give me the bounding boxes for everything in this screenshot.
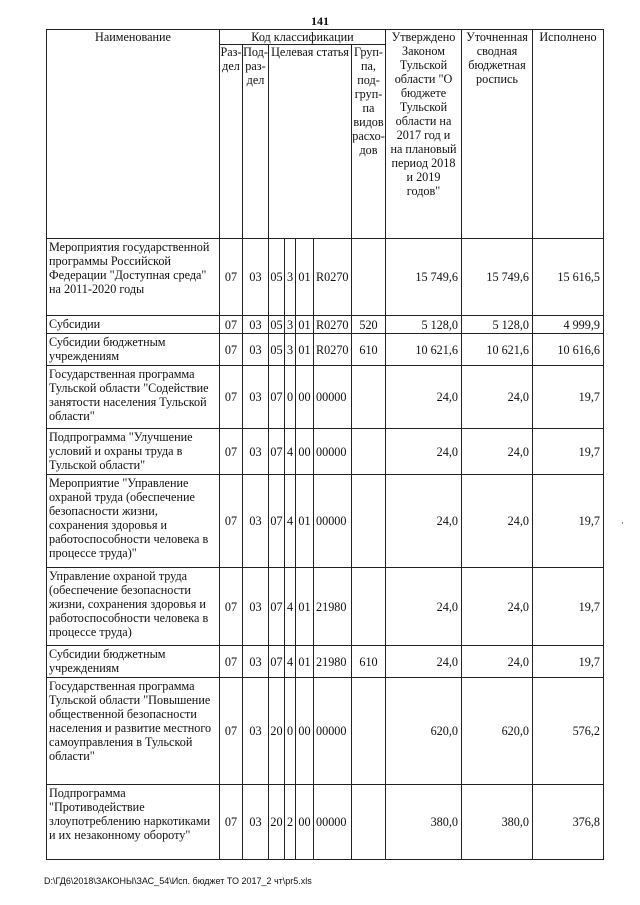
cell-executed: 19,7: [533, 475, 604, 568]
cell-vr: [352, 429, 386, 475]
cell-cs1: 07: [269, 646, 285, 678]
cell-cs3: 01: [296, 316, 314, 334]
cell-prz: 03: [243, 475, 269, 568]
cell-executed: 19,7: [533, 366, 604, 429]
cell-prz: 03: [243, 316, 269, 334]
cell-approved: 5 128,0: [386, 316, 462, 334]
cell-name: Субсидии бюджетным учреждениям: [47, 646, 220, 678]
cell-prz: 03: [243, 239, 269, 316]
cell-cs1: 07: [269, 429, 285, 475]
cell-vr: [352, 239, 386, 316]
table-row: [47, 366, 604, 429]
cell-executed: 10 616,6: [533, 334, 604, 366]
cell-refined: 24,0: [462, 568, 533, 646]
cell-prz: 03: [243, 366, 269, 429]
header-target-article: Целевая статья: [269, 45, 352, 239]
cell-cs3: 01: [296, 334, 314, 366]
table-row: [47, 316, 604, 334]
header-approved: Утверждено Законом Тульской области "О бюджете Тульской области на 2017 год и на плановый период 2018 и 2019 годов": [386, 30, 462, 239]
cell-name: Государственная программа Тульской области "Содействие занятости населения Тульской области": [47, 366, 220, 429]
cell-cs4: 21980: [314, 646, 352, 678]
table-row: [47, 429, 604, 475]
cell-cs1: 07: [269, 475, 285, 568]
cell-vr: [352, 568, 386, 646]
cell-cs3: 01: [296, 568, 314, 646]
budget-table: [46, 29, 604, 860]
table-row: [47, 334, 604, 366]
header-executed: Исполнено: [533, 30, 604, 239]
header-subsection: Под- раз- дел: [243, 45, 269, 239]
cell-approved: 620,0: [386, 678, 462, 785]
cell-rz: 07: [220, 316, 243, 334]
cell-rz: 07: [220, 568, 243, 646]
cell-cs2: 3: [285, 239, 296, 316]
cell-cs3: 01: [296, 475, 314, 568]
cell-approved: 24,0: [386, 366, 462, 429]
cell-refined: 24,0: [462, 646, 533, 678]
cell-rz: 07: [220, 678, 243, 785]
cell-cs2: 0: [285, 366, 296, 429]
cell-rz: 07: [220, 239, 243, 316]
cell-refined: 5 128,0: [462, 316, 533, 334]
cell-prz: 03: [243, 568, 269, 646]
cell-executed: 19,7: [533, 429, 604, 475]
cell-vr: [352, 785, 386, 860]
cell-refined: 24,0: [462, 475, 533, 568]
cell-refined: 24,0: [462, 366, 533, 429]
cell-refined: 620,0: [462, 678, 533, 785]
cell-prz: 03: [243, 785, 269, 860]
cell-rz: 07: [220, 366, 243, 429]
table-row: [47, 646, 604, 678]
cell-cs4: R0270: [314, 239, 352, 316]
cell-cs4: R0270: [314, 334, 352, 366]
cell-name: Субсидии бюджетным учреждениям: [47, 334, 220, 366]
cell-name: Субсидии: [47, 316, 220, 334]
cell-executed: 19,7: [533, 646, 604, 678]
cell-cs1: 07: [269, 568, 285, 646]
cell-refined: 380,0: [462, 785, 533, 860]
table-row: [47, 475, 604, 568]
file-path-footer: D:\ГД6\2018\ЗАКОНЫ\ЗАС_54\Исп. бюджет ТО 2017_2 чт\pr5.xls: [44, 876, 312, 886]
cell-approved: 24,0: [386, 429, 462, 475]
cell-cs4: 00000: [314, 785, 352, 860]
cell-rz: 07: [220, 334, 243, 366]
cell-approved: 24,0: [386, 646, 462, 678]
cell-cs4: R0270: [314, 316, 352, 334]
cell-rz: 07: [220, 475, 243, 568]
cell-vr: [352, 678, 386, 785]
cell-name: Мероприятие "Управление охраной труда (обеспечение безопасности жизни, сохранения здоровья и работоспособности человека в процессе труда)": [47, 475, 220, 568]
cell-cs4: 21980: [314, 568, 352, 646]
margin-mark: ·: [621, 518, 624, 528]
cell-executed: 4 999,9: [533, 316, 604, 334]
cell-cs1: 05: [269, 334, 285, 366]
page-number: 141: [311, 14, 329, 28]
cell-cs3: 00: [296, 429, 314, 475]
cell-cs2: 4: [285, 429, 296, 475]
cell-cs3: 00: [296, 366, 314, 429]
table-row: [47, 678, 604, 785]
cell-name: Государственная программа Тульской области "Повышение общественной безопасности населения и развитие местного самоуправления в Тульской области": [47, 678, 220, 785]
cell-prz: 03: [243, 678, 269, 785]
cell-name: Мероприятия государственной программы Российской Федерации "Доступная среда" на 2011-2020 годы: [47, 239, 220, 316]
cell-executed: 576,2: [533, 678, 604, 785]
cell-prz: 03: [243, 334, 269, 366]
cell-approved: 10 621,6: [386, 334, 462, 366]
cell-cs2: 4: [285, 475, 296, 568]
cell-executed: 15 616,5: [533, 239, 604, 316]
cell-vr: 610: [352, 646, 386, 678]
cell-cs2: 3: [285, 316, 296, 334]
cell-cs1: 20: [269, 678, 285, 785]
table-row: [47, 568, 604, 646]
cell-name: Подпрограмма "Противодействие злоупотреблению наркотиками и их незаконному обороту": [47, 785, 220, 860]
cell-cs1: 20: [269, 785, 285, 860]
header-refined: Уточненная сводная бюджетная роспись: [462, 30, 533, 239]
cell-cs2: 2: [285, 785, 296, 860]
cell-cs1: 05: [269, 239, 285, 316]
header-code-group: Код классификации: [220, 30, 386, 45]
table-row: [47, 239, 604, 316]
cell-vr: [352, 475, 386, 568]
cell-name: Подпрограмма "Улучшение условий и охраны труда в Тульской области": [47, 429, 220, 475]
cell-rz: 07: [220, 785, 243, 860]
header-expense-group: Груп- па, под- груп- па видов расхо- дов: [352, 45, 386, 239]
cell-refined: 24,0: [462, 429, 533, 475]
cell-cs4: 00000: [314, 678, 352, 785]
cell-rz: 07: [220, 646, 243, 678]
cell-executed: 376,8: [533, 785, 604, 860]
table-row: [47, 785, 604, 860]
cell-cs1: 07: [269, 366, 285, 429]
header-name: Наименование: [47, 30, 220, 239]
cell-cs2: 0: [285, 678, 296, 785]
cell-approved: 15 749,6: [386, 239, 462, 316]
cell-approved: 380,0: [386, 785, 462, 860]
cell-refined: 15 749,6: [462, 239, 533, 316]
cell-cs3: 01: [296, 646, 314, 678]
cell-approved: 24,0: [386, 568, 462, 646]
cell-prz: 03: [243, 646, 269, 678]
cell-executed: 19,7: [533, 568, 604, 646]
cell-cs4: 00000: [314, 366, 352, 429]
cell-prz: 03: [243, 429, 269, 475]
cell-cs4: 00000: [314, 475, 352, 568]
cell-cs1: 05: [270, 317, 283, 332]
cell-rz: 07: [220, 429, 243, 475]
header-section: Раз- дел: [220, 45, 243, 239]
cell-refined: 10 621,6: [462, 334, 533, 366]
cell-vr: 520: [352, 316, 386, 334]
cell-approved: 24,0: [386, 475, 462, 568]
cell-cs3: 00: [296, 678, 314, 785]
cell-cs2: 3: [285, 334, 296, 366]
cell-vr: 610: [352, 334, 386, 366]
cell-vr: [352, 366, 386, 429]
cell-cs2: 4: [285, 646, 296, 678]
cell-name: Управление охраной труда (обеспечение безопасности жизни, сохранения здоровья и работоспособности человека в процессе труда): [47, 568, 220, 646]
cell-cs2: 4: [285, 568, 296, 646]
cell-cs3: 00: [296, 785, 314, 860]
cell-cs3: 01: [296, 239, 314, 316]
cell-cs4: 00000: [314, 429, 352, 475]
